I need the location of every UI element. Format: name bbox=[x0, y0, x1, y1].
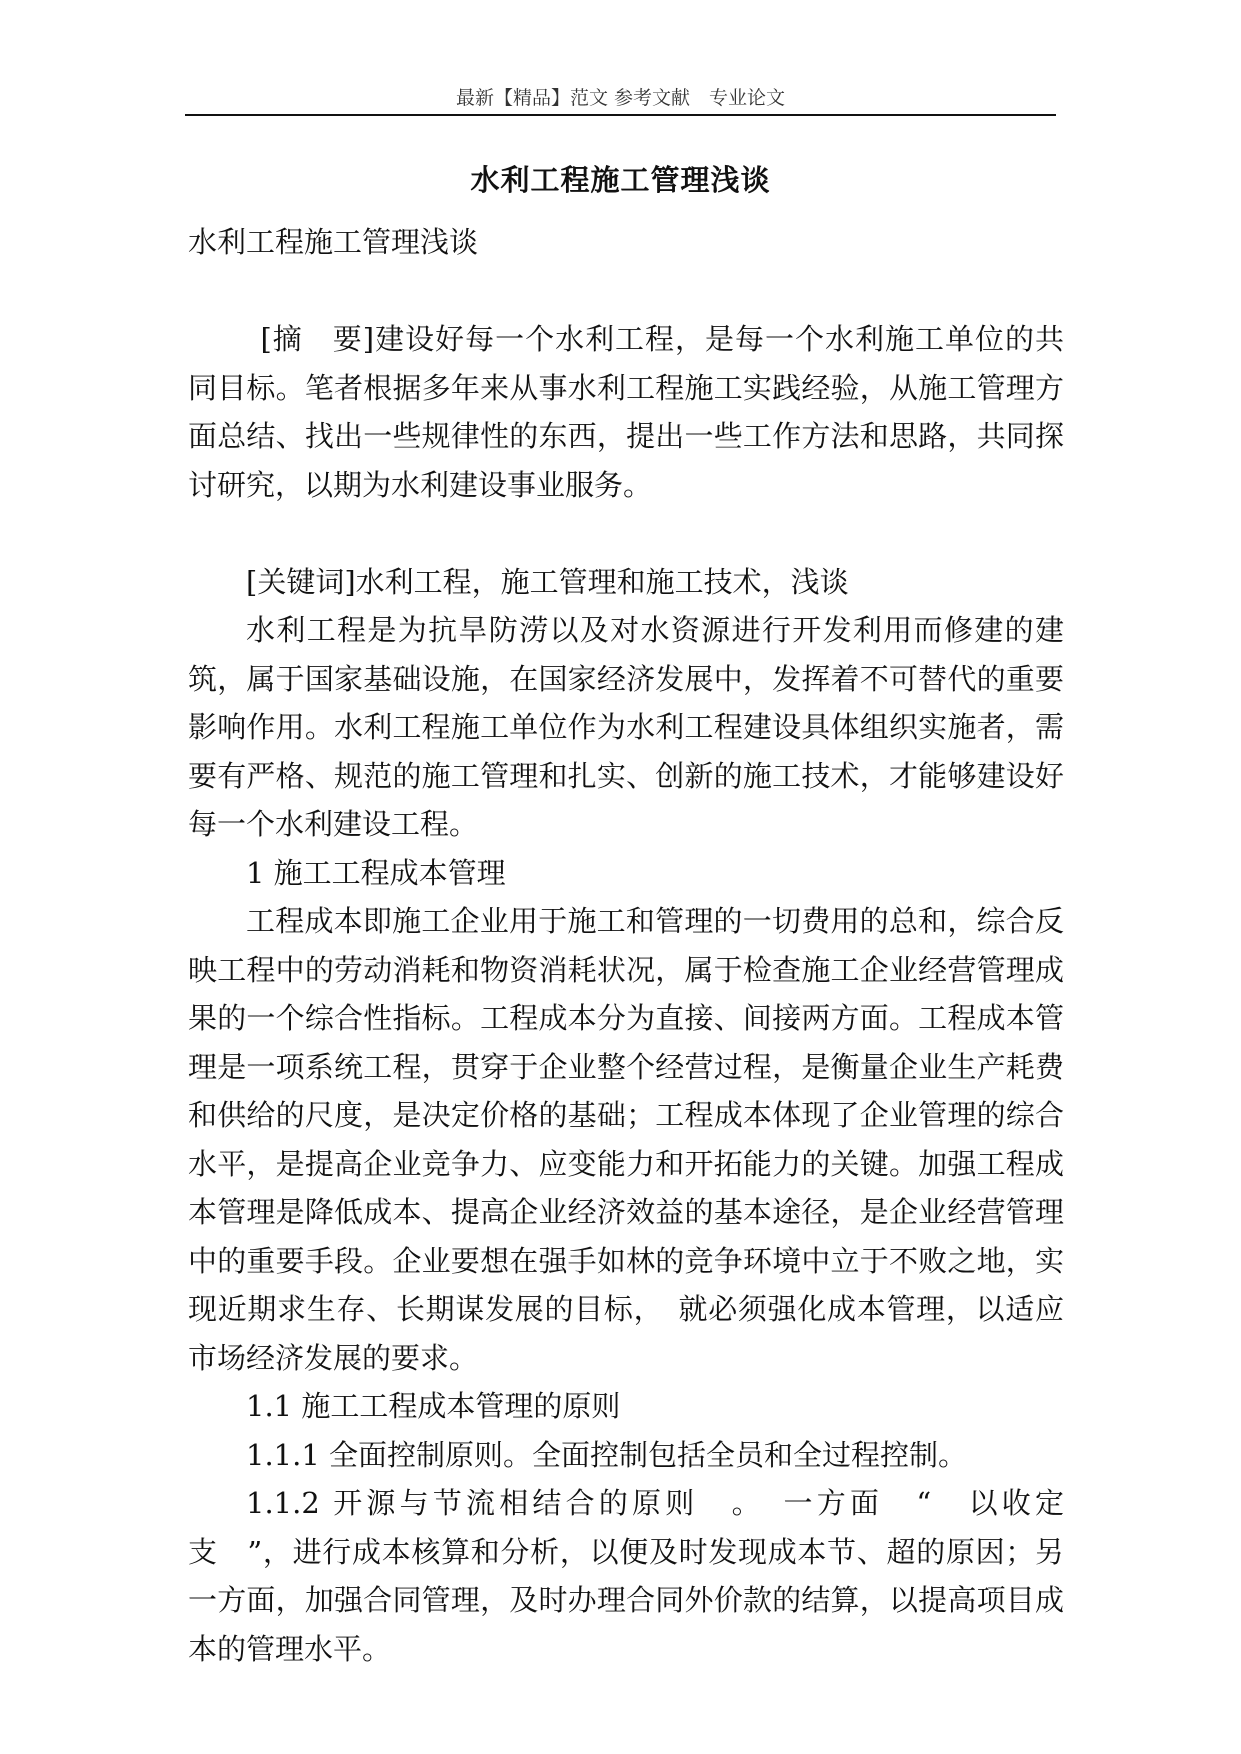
document-body bbox=[188, 218, 1064, 1673]
abstract-paragraph: [摘 要]建设好每一个水利工程，是每一个水利施工单位的共同目标。笔者根据多年来从事水利工程施工实践经验，从施工管理方面总结、找出一些规律性的东西，提出一些工作方法和思路，共同探讨研究，以期为水利建设事业服务。 bbox=[188, 322, 1064, 502]
paragraph-spacer bbox=[188, 267, 1064, 316]
body-paragraph: 水利工程是为抗旱防涝以及对水资源进行开发利用而修建的建筑，属于国家基础设施，在国家经济发展中，发挥着不可替代的重要影响作用。水利工程施工单位作为水利工程建设具体组织实施者，需要有严格、规范的施工管理和扎实、创新的施工技术，才能够建设好每一个水利建设工程。 bbox=[188, 613, 1064, 841]
header-divider bbox=[185, 114, 1056, 116]
body-paragraph: 工程成本即施工企业用于施工和管理的一切费用的总和，综合反映工程中的劳动消耗和物资消耗状况，属于检查施工企业经营管理成果的一个综合性指标。工程成本分为直接、间接两方面。工程成本管理是一项系统工程，贯穿于企业整个经营过程，是衡量企业生产耗费和供给的尺度，是决定价格的基础；工程成本体现了企业管理的综合水平，是提高企业竞争力、应变能力和开拓能力的关键。加强工程成本管理是降低成本、提高企业经济效益的基本途径，是企业经营管理中的重要手段。企业要想在强手如林的竞争环境中立于不败之地，实现近期求生存、长期谋发展的目标， 就必须强化成本管理，以适应市场经济发展的要求。 bbox=[188, 904, 1064, 1375]
running-header: 最新【精品】范文 参考文献 专业论文 bbox=[455, 87, 786, 109]
section-heading: 1 施工工程成本管理 bbox=[246, 855, 506, 890]
document-title: 水利工程施工管理浅谈 bbox=[470, 163, 771, 197]
body-paragraph: 1.1.1 全面控制原则。全面控制包括全员和全过程控制。 bbox=[246, 1437, 968, 1472]
subsection-heading: 1.1 施工工程成本管理的原则 bbox=[246, 1389, 621, 1423]
body-paragraph: 1.1.2 开源与节流相结合的原则 。 一方面 “ 以收定支 ”，进行成本核算和分析，以便及时发现成本节、超的原因；另一方面，加强合同管理，及时办理合同外价款的结算，以提高项目成本的管理水平。 bbox=[188, 1486, 1064, 1666]
paragraph-spacer bbox=[188, 509, 1064, 558]
document-subtitle: 水利工程施工管理浅谈 bbox=[188, 225, 479, 259]
keywords-paragraph: [关键词]水利工程，施工管理和施工技术，浅谈 bbox=[246, 564, 849, 599]
